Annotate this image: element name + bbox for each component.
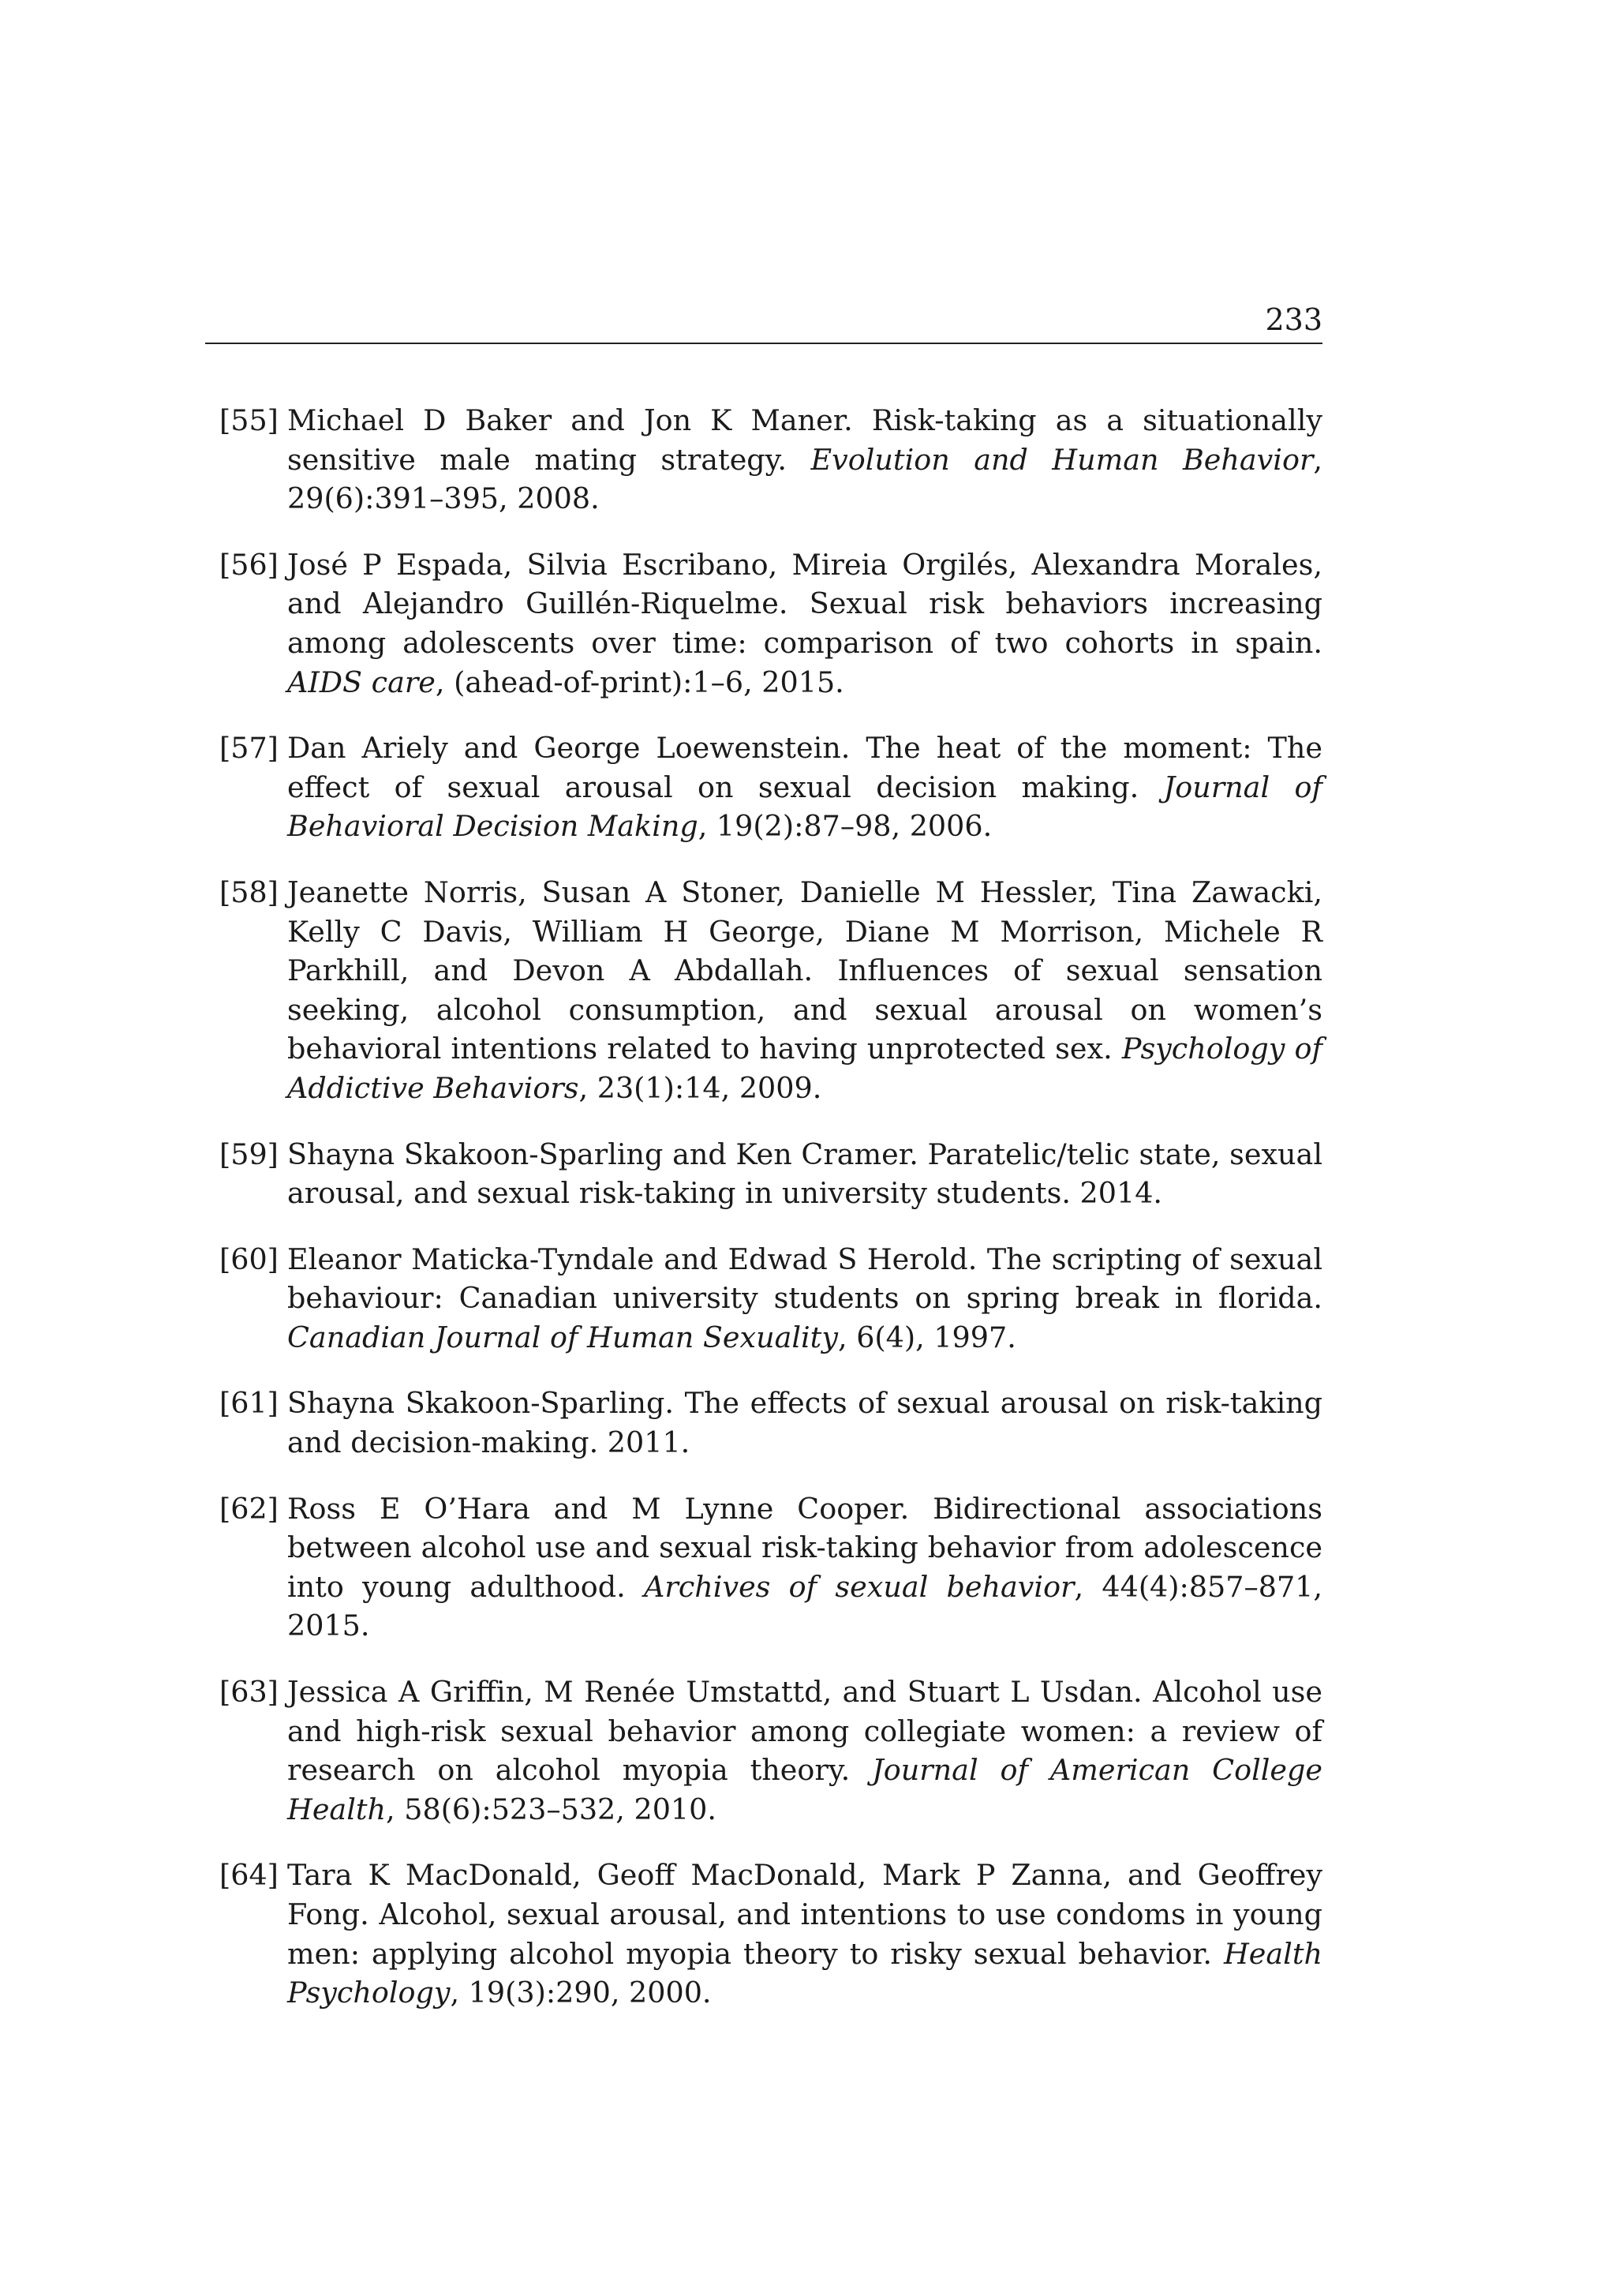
reference-body [287,1858,1322,2009]
reference-body [287,731,1322,843]
reference-title: The effects of sexual arousal on risk-taking and decision-making. [287,1386,1322,1460]
reference-body [287,1386,1322,1459]
reference-label: [58] [219,875,279,909]
reference-label: [59] [219,1137,279,1171]
reference-body [287,403,1322,515]
reference-label: [61] [219,1386,279,1421]
reference-authors: Shayna Skakoon-Sparling. [287,1386,674,1421]
reference-label: [62] [219,1491,279,1526]
reference-venue: Archives of sexual behavior [644,1569,1075,1604]
reference-venue: Journal of American College Health [287,1753,1323,1826]
reference-label: [57] [219,731,279,766]
reference-body [287,1675,1322,1826]
reference-title: Risk-taking as a situationally sensitive male mating strategy. [287,403,1322,477]
reference-item-57 [219,729,1322,846]
reference-body [287,1137,1322,1211]
reference-authors: Shayna Skakoon-Sparling and Ken Cramer. [287,1137,918,1171]
reference-label: [63] [219,1675,279,1710]
reference-title: Influences of sexual sensation seeking, alcohol consumption, and sexual arousal on women’s behavioral intentions related to having unprotected sex. [287,953,1323,1066]
reference-details: , (ahead-of-print):1–6, 2015. [435,665,844,699]
reference-details: , 29(6):391–395, 2008. [287,442,1323,516]
reference-details: 2011. [607,1425,690,1460]
reference-details: , 44(4):857–871, 2015. [287,1569,1323,1643]
reference-title: Sexual risk behaviors increasing among adolescents over time: comparison of two cohorts in spain. [287,586,1322,660]
reference-item-63 [219,1672,1322,1829]
reference-item-55 [219,401,1322,519]
reference-authors: Jeanette Norris, Susan A Stoner, Danielle M Hessler, Tina Zawacki, Kelly C Davis, William H George, Diane M Morrison, Michele R Parkhill, and Devon A Abdallah. [287,875,1322,988]
header-rule [205,343,1322,344]
reference-title: The scripting of sexual behaviour: Canadian university students on spring break in florida. [287,1242,1322,1316]
reference-authors: Michael D Baker and Jon K Maner. [287,403,853,437]
reference-item-60 [219,1240,1322,1358]
reference-venue: Journal of Behavioral Decision Making [287,770,1322,844]
reference-label: [64] [219,1858,279,1893]
reference-body [287,875,1322,1105]
reference-details: , 58(6):523–532, 2010. [386,1792,716,1826]
reference-title: The heat of the moment: The effect of sexual arousal on sexual decision making. [287,731,1322,804]
reference-item-56 [219,545,1322,702]
reference-venue: Health Psychology [287,1936,1322,2010]
reference-item-62 [219,1489,1322,1646]
reference-venue: AIDS care [287,665,436,699]
reference-list [219,401,1322,2039]
reference-body [287,548,1322,699]
reference-title: Bidirectional associations between alcohol use and sexual risk-taking behavior from adolescence into young adulthood. [287,1491,1322,1604]
reference-title: Alcohol, sexual arousal, and intentions to use condoms in young men: applying alcohol myopia theory to risky sexual behavior. [287,1897,1322,1971]
reference-authors: José P Espada, Silvia Escribano, Mireia Orgilés, Alexandra Morales, and Alejandro Guillén-Riquelme. [287,547,1322,621]
reference-authors: Ross E O’Hara and M Lynne Cooper. [287,1491,910,1526]
reference-item-61 [219,1384,1322,1462]
reference-item-58 [219,873,1322,1108]
reference-label: [60] [219,1242,279,1276]
reference-title: Paratelic/telic state, sexual arousal, and sexual risk-taking in university students. [287,1137,1322,1211]
reference-title: Alcohol use and high-risk sexual behavior among collegiate women: a review of research on alcohol myopia theory. [287,1675,1322,1788]
reference-details: 2014. [1079,1176,1163,1211]
reference-body [287,1492,1322,1643]
reference-authors: Eleanor Maticka-Tyndale and Edwad S Herold. [287,1242,978,1276]
reference-item-59 [219,1135,1322,1213]
reference-label: [56] [219,547,279,582]
page-number: 233 [1265,302,1322,337]
reference-details: , 23(1):14, 2009. [578,1070,822,1105]
reference-item-64 [219,1856,1322,2012]
reference-authors: Jessica A Griffin, M Renée Umstattd, and Stuart L Usdan. [287,1675,1143,1710]
reference-venue: Psychology of Addictive Behaviors [287,1032,1323,1105]
reference-details: , 6(4), 1997. [837,1320,1016,1354]
reference-venue: Canadian Journal of Human Sexuality [287,1320,838,1354]
reference-label: [55] [219,403,279,437]
reference-venue: Evolution and Human Behavior [810,442,1314,477]
reference-authors: Tara K MacDonald, Geoff MacDonald, Mark P Zanna, and Geoffrey Fong. [287,1858,1322,1931]
reference-details: , 19(3):290, 2000. [450,1976,712,2010]
reference-details: , 19(2):87–98, 2006. [698,809,993,844]
reference-body [287,1242,1322,1354]
reference-authors: Dan Ariely and George Loewenstein. [287,731,851,766]
